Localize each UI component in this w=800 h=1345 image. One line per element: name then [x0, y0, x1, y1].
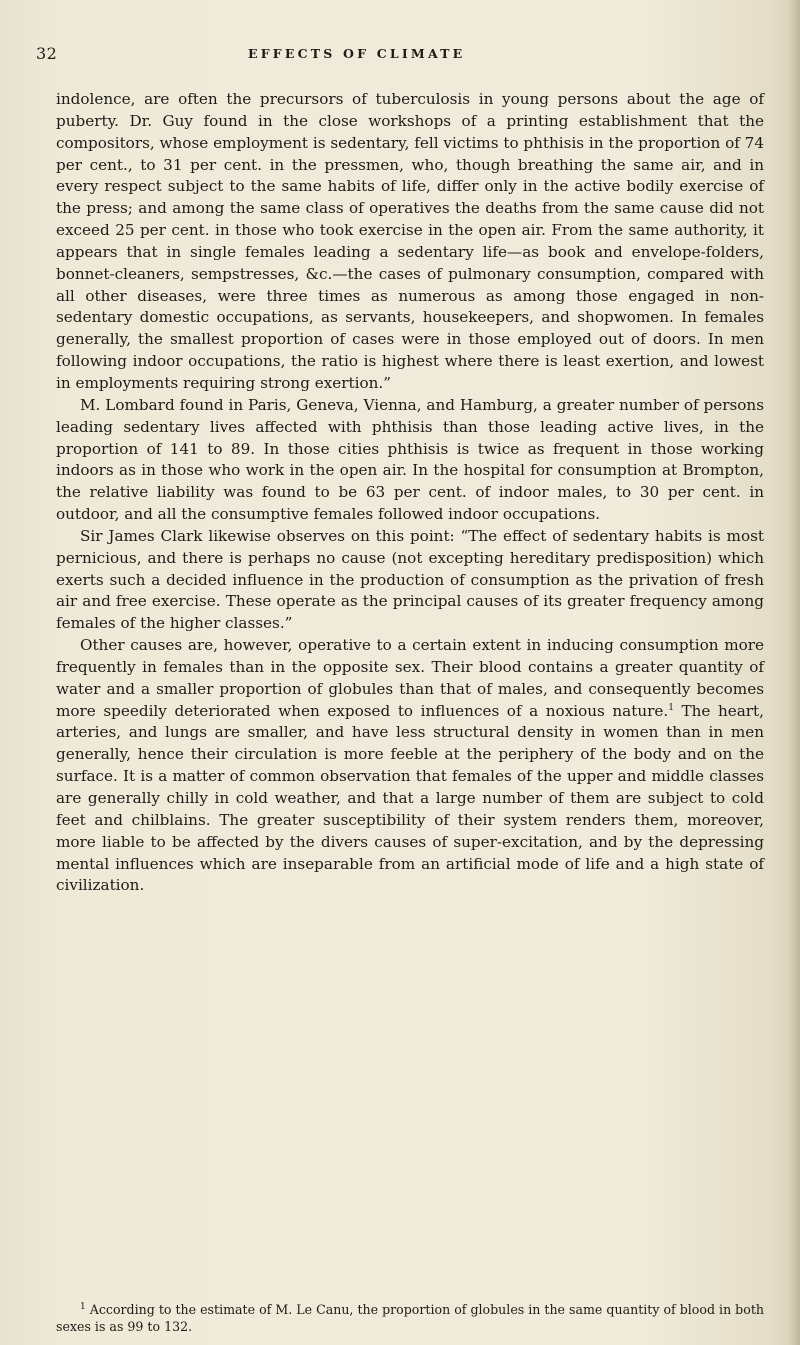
footnote — [56, 1301, 764, 1335]
footnote-body: According to the estimate of M. Le Canu, the proportion of globules in the same quantity of blood in both sexes is as 99 to 132. — [56, 1302, 764, 1334]
paragraph-1: indolence, are often the precursors of tuberculosis in young persons about the age of puberty. Dr. Guy found in the close workshops of a printing establishment that the compositors, whose employment is sedentary, fell victims to phthisis in the proportion of 74 per cent., to 31 per cent. in the pressmen, who, though breathing the same air, and in every respect subject to the same habits of life, differ only in the active bodily exercise of the press; and among the same class of operatives the deaths from the same cause did not exceed 25 per cent. in those who took exercise in the open air. From the same authority, it appears that in single females leading a sedentary life—as book and envelope-folders, bonnet-cleaners, sempstresses, &c.—the cases of pulmonary consumption, compared with all other diseases, were three times as numerous as among those engaged in non-sedentary domestic occupations, as servants, housekeepers, and shopwomen. In females generally, the smallest proportion of cases were in those employed out of doors. In men following indoor occupations, the ratio is highest where there is least exertion, and lowest in employments requiring strong exertion.” — [56, 90, 764, 392]
footnote-text — [56, 1301, 764, 1335]
footnote-reference: 1 — [668, 702, 674, 713]
paragraph-4 — [56, 635, 764, 897]
paragraph-3: Sir James Clark likewise observes on this point: “The effect of sedentary habits is most pernicious, and there is perhaps no cause (not excepting hereditary predisposition) which exerts such a decided influence in the production of consumption as the privation of fresh air and free exercise. These operate as the principal causes of its greater frequency among females of the higher classes.” — [56, 526, 764, 633]
page-edge-shadow — [788, 0, 800, 1345]
page-header — [0, 44, 800, 68]
footnote-marker: 1 — [80, 1301, 86, 1312]
page-number: 32 — [36, 44, 58, 63]
body-text — [56, 89, 764, 897]
paragraph-4-text: Other causes are, however, operative to a certain extent in inducing consumption more frequently in females than in the opposite sex. Their blood contains a greater quantity of water and a smaller proportion of globules than that of males, and consequently becomes more speedily deteriorated when exposed to influences of a noxious nature. — [56, 636, 764, 720]
running-title: EFFECTS OF CLIMATE — [248, 46, 466, 61]
paragraph-4-continued: The heart, arteries, and lungs are smaller, and have less structural density in women than in men generally, hence their circulation is more feeble at the periphery of the body and on the surface. It is a matter of common observation that females of the upper and middle classes are generally chilly in cold weather, and that a large number of them are subject to cold feet and chilblains. The greater susceptibility of their system renders them, moreover, more liable to be affected by the divers causes of super-excitation, and by the depressing mental influences which are inseparable from an artificial mode of life and a high state of civilization. — [56, 701, 764, 895]
paragraph-2: M. Lombard found in Paris, Geneva, Vienna, and Hamburg, a greater number of persons leading sedentary lives affected with phthisis than those leading active lives, in the proportion of 141 to 89. In those cities phthisis is twice as frequent in those working indoors as in those who work in the open air. In the hospital for consumption at Brompton, the relative liability was found to be 63 per cent. of indoor males, to 30 per cent. in outdoor, and all the consumptive females followed indoor occupations. — [56, 395, 764, 524]
